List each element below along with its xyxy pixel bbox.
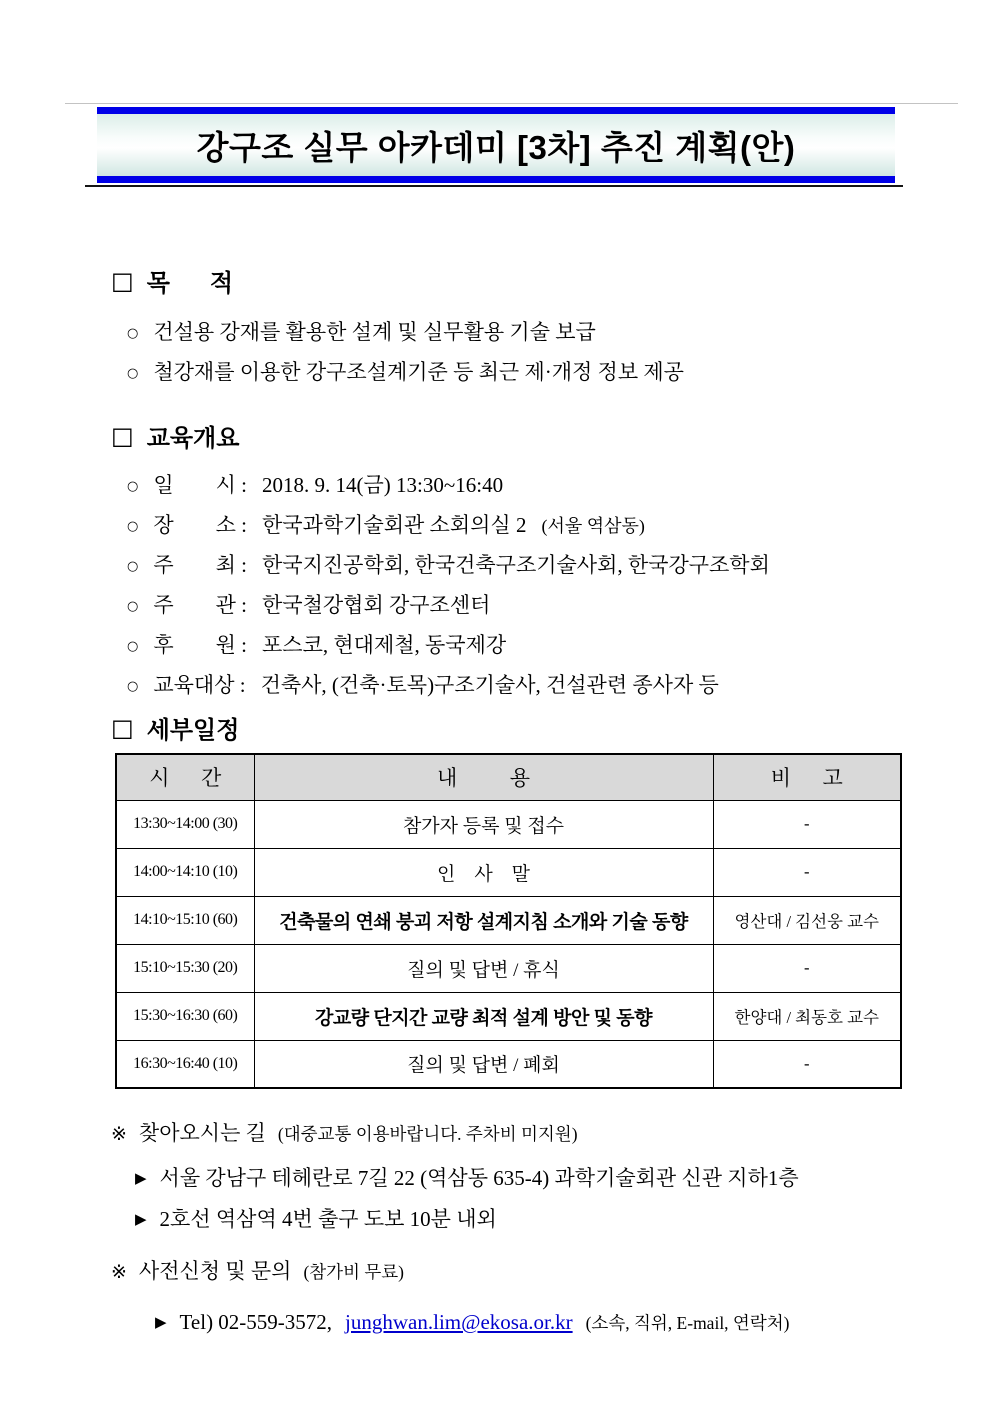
circle-bullet-icon: ○ [127, 326, 139, 341]
overview-heading-label: 교육개요 [146, 425, 240, 452]
list-item [127, 314, 684, 354]
cell-note: - [713, 800, 901, 848]
purpose-item-text: 건설용 강재를 활용한 설계 및 실무활용 기술 보급 [153, 320, 596, 344]
cell-note: - [713, 944, 901, 992]
list-item [127, 507, 785, 547]
triangle-bullet-icon: ▶ [135, 1210, 147, 1228]
note-head [111, 1255, 789, 1285]
note-directions [111, 1117, 799, 1241]
cell-time: 14:10~15:10 (60) [116, 896, 254, 944]
triangle-bullet-icon: ▶ [135, 1169, 147, 1187]
circle-bullet-icon: ○ [127, 679, 139, 694]
square-bullet-icon: □ [111, 713, 134, 742]
banner-bottom-rule [85, 185, 903, 187]
cell-content: 인 사 말 [254, 848, 713, 896]
cell-content: 질의 및 답변 / 휴식 [254, 944, 713, 992]
overview-item-label: 일 시 : [153, 473, 248, 497]
banner-top-rule [65, 103, 958, 104]
overview-list [127, 467, 785, 707]
list-item [135, 1200, 799, 1241]
purpose-heading [111, 263, 684, 298]
list-item [127, 547, 785, 587]
circle-bullet-icon: ○ [127, 559, 139, 574]
overview-item-label: 장 소 : [153, 513, 248, 537]
overview-item-value: 한국과학기술회관 소회의실 2 [262, 513, 527, 537]
schedule-table [115, 753, 902, 1089]
contact-suffix: (소속, 직위, E-mail, 연락처) [585, 1313, 790, 1333]
overview-item-value: 한국철강협회 강구조센터 [262, 593, 491, 617]
cell-note: 영산대 / 김선웅 교수 [713, 896, 901, 944]
column-header-time: 시 간 [116, 754, 254, 800]
purpose-item-text: 철강재를 이용한 강구조설계기준 등 최근 제·개정 정보 제공 [153, 360, 684, 384]
phone-number: Tel) 02-559-3572, [179, 1310, 333, 1334]
note-register-title: 사전신청 및 문의 [138, 1259, 292, 1283]
cell-content: 참가자 등록 및 접수 [254, 800, 713, 848]
cell-time: 15:10~15:30 (20) [116, 944, 254, 992]
table-row [116, 848, 901, 896]
circle-bullet-icon: ○ [127, 519, 139, 534]
title-banner [97, 107, 895, 183]
cell-note: 한양대 / 최동호 교수 [713, 992, 901, 1040]
direction-item-text: 2호선 역삼역 4번 출구 도보 10분 내외 [159, 1207, 497, 1231]
overview-item-value: 포스코, 현대제철, 동국제강 [262, 633, 507, 657]
page-title: 강구조 실무 아카데미 [3차] 추진 계획(안) [196, 128, 796, 166]
circle-bullet-icon: ○ [127, 366, 139, 381]
cell-note: - [713, 1040, 901, 1088]
cell-time: 16:30~16:40 (10) [116, 1040, 254, 1088]
cell-time: 13:30~14:00 (30) [116, 800, 254, 848]
purpose-list [127, 314, 684, 394]
note-register [111, 1255, 789, 1344]
overview-item-suffix: (서울 역삼동) [541, 516, 645, 536]
contact-line [155, 1303, 789, 1344]
table-row [116, 944, 901, 992]
overview-item-label: 주 관 : [153, 593, 248, 617]
reference-mark-icon: ※ [111, 1261, 127, 1283]
cell-content: 강교량 단지간 교량 최적 설계 방안 및 동향 [254, 992, 713, 1040]
overview-item-value: 건축사, (건축·토목)구조기술사, 건설관련 종사자 등 [260, 673, 719, 697]
table-row [116, 896, 901, 944]
note-register-sub: (참가비 무료) [303, 1262, 404, 1282]
square-bullet-icon: □ [111, 266, 134, 295]
reference-mark-icon: ※ [111, 1123, 127, 1145]
schedule-heading [111, 710, 239, 745]
table-header-row [116, 754, 901, 800]
overview-item-label: 주 최 : [153, 553, 248, 577]
note-items [135, 1159, 799, 1241]
cell-note: - [713, 848, 901, 896]
note-directions-sub: (대중교통 이용바랍니다. 주차비 미지원) [277, 1124, 578, 1144]
list-item [127, 627, 785, 667]
column-header-note: 비 고 [713, 754, 901, 800]
table-row [116, 1040, 901, 1088]
list-item [127, 587, 785, 627]
list-item [135, 1159, 799, 1200]
section-schedule [111, 710, 239, 745]
square-bullet-icon: □ [111, 421, 134, 450]
purpose-heading-label: 목 적 [146, 270, 234, 297]
cell-content: 건축물의 연쇄 붕괴 저항 설계지침 소개와 기술 동향 [254, 896, 713, 944]
cell-content: 질의 및 답변 / 폐회 [254, 1040, 713, 1088]
overview-item-value: 한국지진공학회, 한국건축구조기술사회, 한국강구조학회 [262, 553, 770, 577]
list-item [127, 667, 785, 707]
direction-item-text: 서울 강남구 테헤란로 7길 22 (역삼동 635-4) 과학기술회관 신관 지하1층 [159, 1166, 799, 1190]
triangle-bullet-icon: ▶ [155, 1313, 167, 1331]
section-purpose [111, 263, 684, 394]
list-item [127, 467, 785, 507]
note-head [111, 1117, 799, 1147]
overview-item-label: 교육대상 : [153, 673, 246, 697]
cell-time: 14:00~14:10 (10) [116, 848, 254, 896]
circle-bullet-icon: ○ [127, 639, 139, 654]
cell-time: 15:30~16:30 (60) [116, 992, 254, 1040]
schedule-heading-label: 세부일정 [146, 717, 240, 744]
table-row [116, 992, 901, 1040]
table-row [116, 800, 901, 848]
note-directions-title: 찾아오시는 길 [138, 1121, 266, 1145]
list-item [127, 354, 684, 394]
overview-heading [111, 418, 785, 453]
section-overview [111, 418, 785, 707]
email-link[interactable]: junghwan.lim@ekosa.or.kr [345, 1310, 573, 1334]
circle-bullet-icon: ○ [127, 599, 139, 614]
circle-bullet-icon: ○ [127, 479, 139, 494]
overview-item-value: 2018. 9. 14(금) 13:30~16:40 [262, 473, 504, 497]
column-header-content: 내 용 [254, 754, 713, 800]
overview-item-label: 후 원 : [153, 633, 248, 657]
